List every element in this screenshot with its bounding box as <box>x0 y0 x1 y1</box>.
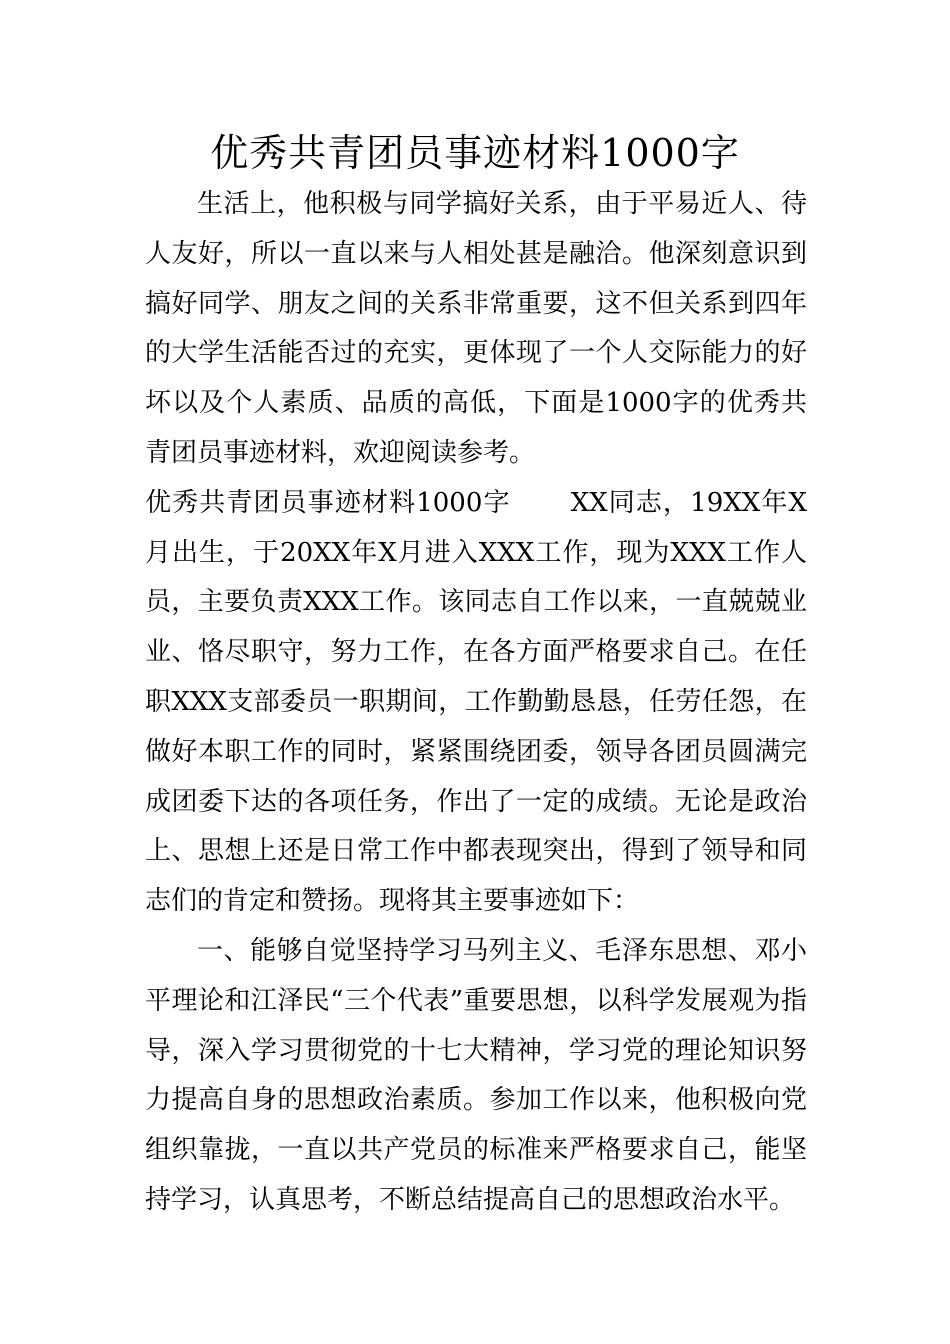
section-paragraph <box>145 479 807 927</box>
point-one-paragraph: 一、能够自觉坚持学习马列主义、毛泽东思想、邓小平理论和江泽民“三个代表”重要思想，以科学发展观为指导，深入学习贯彻党的十七大精神，学习党的理论知识努力提高自身的思想政治素质。参加工作以来，他积极向党组织靠拢，一直以共产党员的标准来严格要求自己，能坚持学习，认真思考，不断总结提高自己的思想政治水平。 <box>145 935 807 1215</box>
section-text: XX同志，19XX年X月出生，于20XX年X月进入XXX工作，现为XXX工作人员，主要负责XXX工作。该同志自工作以来，一直兢兢业业、恪尽职守，努力工作，在各方面严格要求自己。在任职XXX支部委员一职期间，工作勤勤恳恳，任劳任怨，在做好本职工作的同时，紧紧围绕团委，领导各团员圆满完成团委下达的各项任务，作出了一定的成绩。无论是政治上、思想上还是日常工作中都表现突出，得到了领导和同志们的肯定和赞扬。现将其主要事迹如下： <box>145 487 808 917</box>
document-body <box>145 180 807 1226</box>
section-heading: 优秀共青团员事迹材料1000字 <box>145 487 511 518</box>
document-title: 优秀共青团员事迹材料1000字 <box>210 131 740 175</box>
intro-paragraph: 生活上，他积极与同学搞好关系，由于平易近人、待人友好，所以一直以来与人相处甚是融洽。他深刻意识到搞好同学、朋友之间的关系非常重要，这不但关系到四年的大学生活能否过的充实，更体现了一个人交际能力的好坏以及个人素质、品质的高低，下面是1000字的优秀共青团员事迹材料，欢迎阅读参考。 <box>145 189 807 468</box>
